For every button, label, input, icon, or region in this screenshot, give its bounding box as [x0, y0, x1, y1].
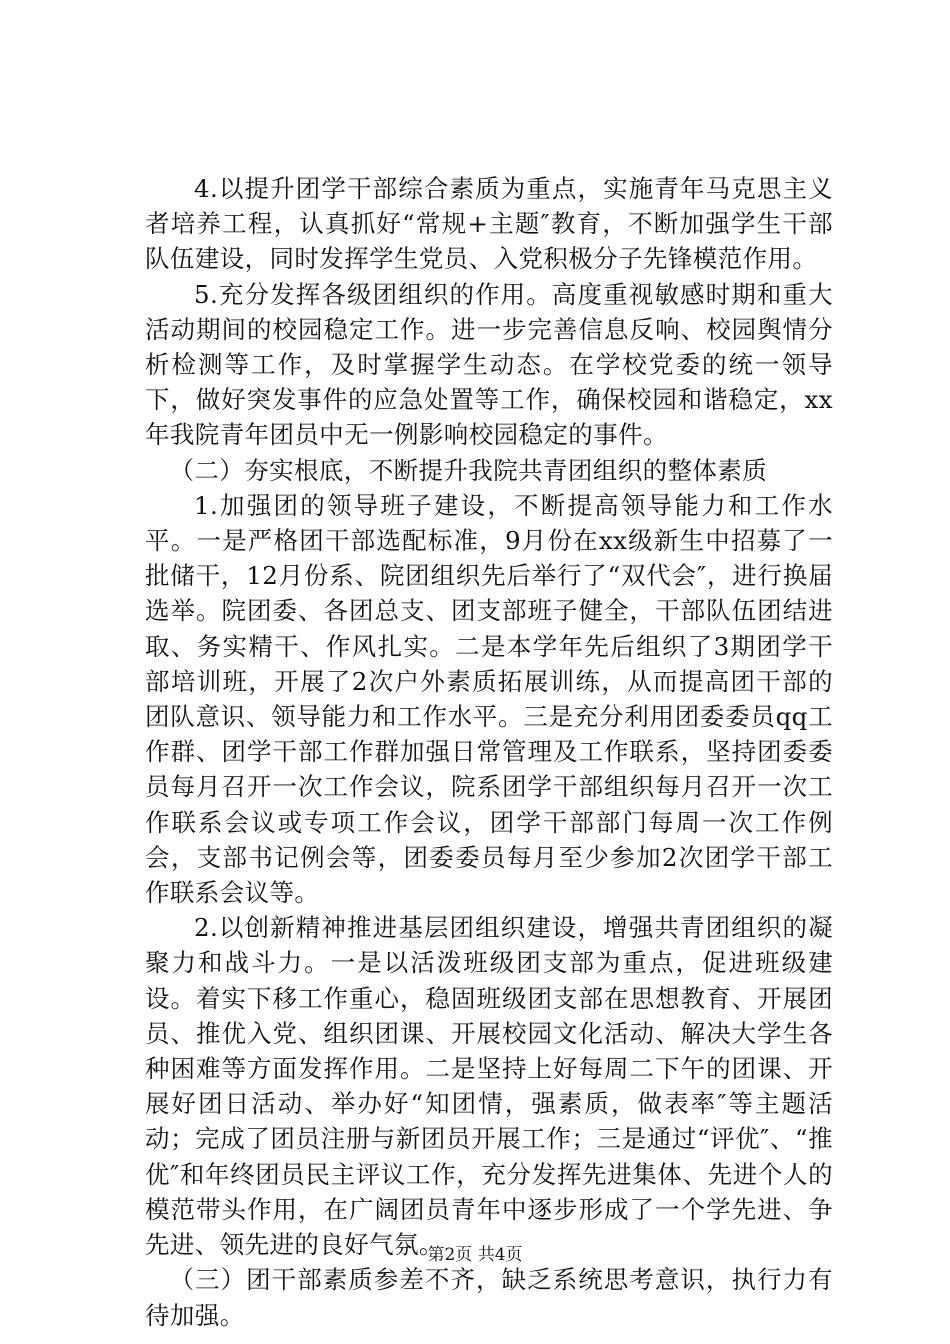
paragraph-item-2: 2.以创新精神推进基层团组织建设，增强共青团组织的凝聚力和战斗力。一是以活泼班级团支部为重点，促进班级建设。着实下移工作重心，稳固班级团支部在思想教育、开展团员、推优入党、组织团课、开展校园文化活动、解决大学生各种困难等方面发挥作用。二是坚持上好每周二下午的团课、开展好团日活动、举办好“知团情，强素质，做表率″等主题活动；完成了团员注册与新团员开展工作；三是通过“评优″、“推优″和年终团员民主评议工作，充分发挥先进集体、先进个人的模范带头作用，在广阔团员青年中逐步形成了一个学先进、争先进、领先进的良好气氛。 — [145, 913, 833, 1260]
paragraph-item-1: 1.加强团的领导班子建设，不断提高领导能力和工作水平。一是严格团干部选配标准，9月份在xx级新生中招募了一批储干，12月份系、院团组织先后举行了“双代会″，进行换届选举。院团委、各团总支、团支部班子健全，干部队伍团结进取、务实精干、作风扎实。二是本学年先后组织了3期团学干部培训班，开展了2次户外素质拓展训练，从而提高团干部的团队意识、领导能力和工作水平。三是充分利用团委委员qq工作群、团学干部工作群加强日常管理及工作联系，坚持团委委员每月召开一次工作会议，院系团学干部组织每月召开一次工作联系会议或专项工作会议，团学干部部门每周一次工作例会，支部书记例会等，团委委员每月至少参加2次团学干部工作联系会议等。 — [145, 490, 833, 908]
page-footer — [0, 1244, 950, 1266]
document-body — [145, 171, 833, 1333]
page-number: 第2页 共4页 — [427, 1245, 523, 1265]
paragraph-item-4: 4.以提升团学干部综合素质为重点，实施青年马克思主义者培养工程，认真抓好“常规+主题″教育，不断加强学生干部队伍建设，同时发挥学生党员、入党积极分子先锋模范作用。 — [145, 174, 833, 274]
paragraph-item-5: 5.充分发挥各级团组织的作用。高度重视敏感时期和重大活动期间的校园稳定工作。进一步完善信息反响、校园舆情分析检测等工作，及时掌握学生动态。在学校党委的统一领导下，做好突发事件的应急处置等工作，确保校园和谐稳定，xx年我院青年团员中无一例影响校园稳定的事件。 — [145, 279, 833, 450]
section-heading-3: （三）团干部素质参差不齐，缺乏系统思考意识，执行力有待加强。 — [145, 1265, 833, 1330]
section-heading-2: （二）夯实根底，不断提升我院共青团组织的整体素质 — [169, 455, 768, 485]
